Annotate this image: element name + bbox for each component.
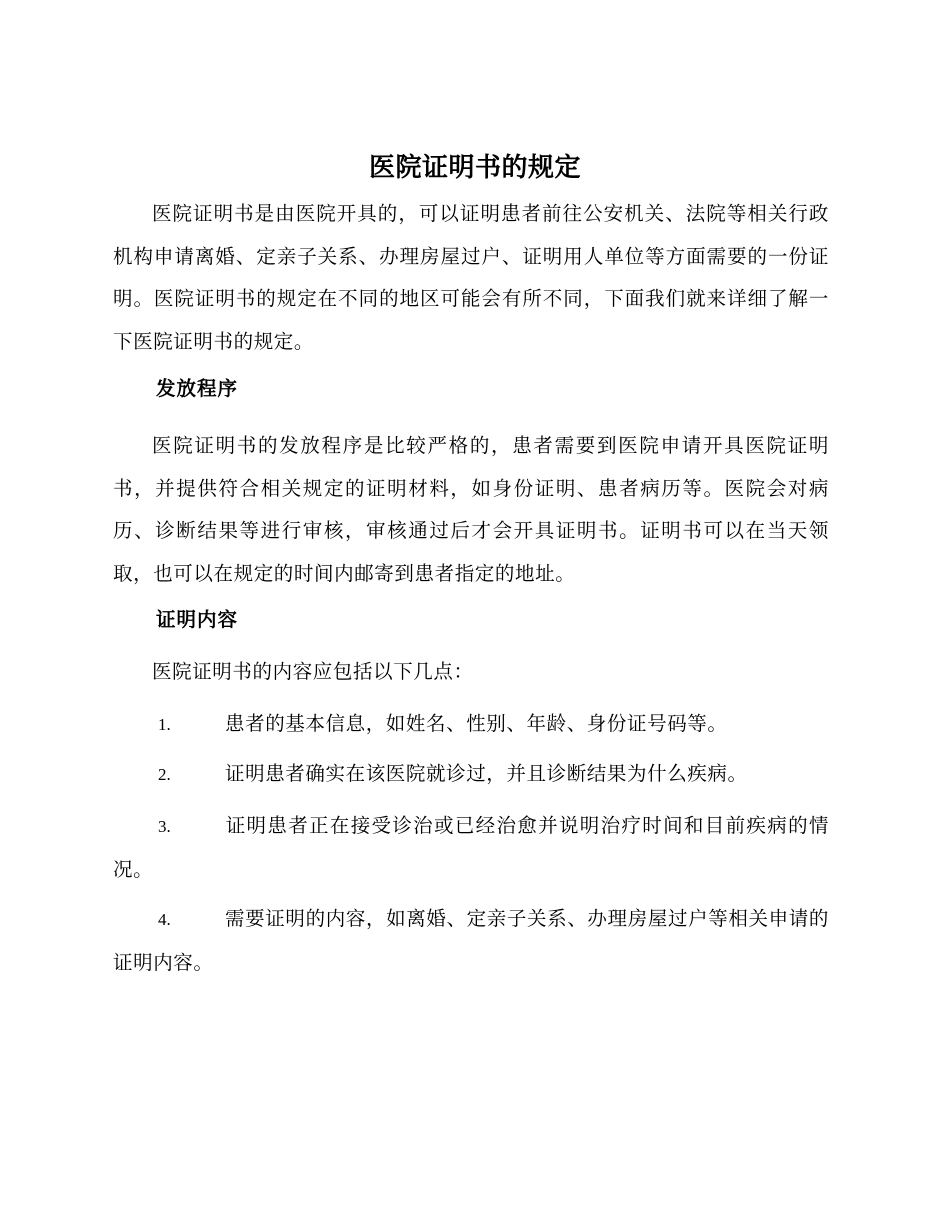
list-item-text: 证明患者确实在该医院就诊过，并且诊断结果为什么疾病。 (225, 762, 748, 785)
list-item (113, 898, 829, 984)
list-item-text: 需要证明的内容，如离婚、定亲子关系、办理房屋过户等相关申请的证明内容。 (113, 907, 829, 974)
list-item-number: 3. (158, 817, 171, 836)
list-item-number: 1. (158, 715, 171, 734)
issuance-paragraph: 医院证明书的发放程序是比较严格的，患者需要到医院申请开具医院证明书，并提供符合相关规定的证明材料，如身份证明、患者病历等。医院会对病历、诊断结果等进行审核，审核通过后才会开具证明书。证明书可以在当天领取，也可以在规定的时间内邮寄到患者指定的地址。 (113, 434, 829, 585)
content-lead-paragraph: 医院证明书的内容应包括以下几点： (152, 660, 474, 683)
list-item-number: 4. (158, 910, 171, 929)
section-heading-issuance: 发放程序 (156, 377, 239, 400)
list-item-text: 患者的基本信息，如姓名、性别、年龄、身份证号码等。 (225, 712, 728, 735)
list-item (113, 805, 829, 891)
list-item-number: 2. (158, 765, 171, 784)
list-item (113, 753, 829, 797)
document-title: 医院证明书的规定 (368, 153, 581, 183)
section-heading-content: 证明内容 (156, 608, 239, 631)
list-item-text: 证明患者正在接受诊治或已经治愈并说明治疗时间和目前疾病的情况。 (113, 814, 829, 881)
list-item (113, 703, 829, 747)
intro-paragraph: 医院证明书是由医院开具的，可以证明患者前往公安机关、法院等相关行政机构申请离婚、定亲子关系、办理房屋过户、证明用人单位等方面需要的一份证明。医院证明书的规定在不同的地区可能会有所不同，下面我们就来详细了解一下医院证明书的规定。 (113, 202, 829, 353)
